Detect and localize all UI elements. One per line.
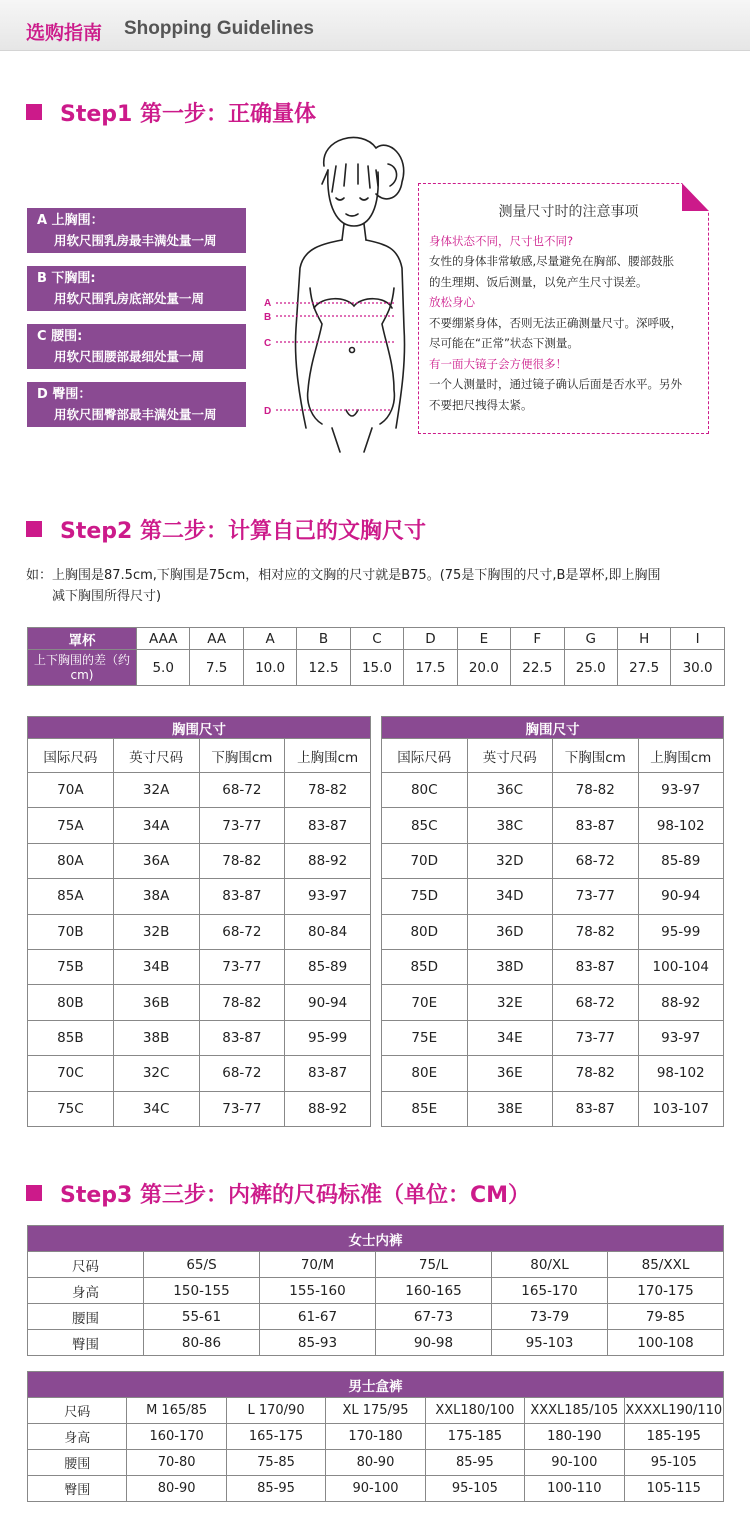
table-cell: 88-92 <box>285 1091 371 1126</box>
square-bullet-icon <box>26 521 42 537</box>
body-figure-illustration <box>262 128 412 453</box>
table-cell: XXL180/100 <box>425 1398 524 1424</box>
table-row <box>382 1056 724 1091</box>
table-cell: 75/L <box>376 1252 492 1278</box>
cup-cell: G <box>564 628 617 650</box>
diff-cell: 22.5 <box>511 650 564 686</box>
table-cell: 83-87 <box>199 1020 285 1055</box>
table-row <box>28 773 371 808</box>
table-cell: 155-160 <box>260 1278 376 1304</box>
table-cell: 73-77 <box>553 1020 639 1055</box>
table-cell: 78-82 <box>553 773 639 808</box>
example-line-1: 如：上胸围是87.5cm,下胸围是75cm，相对应的文胸的尺寸就是B75。(75是下胸围的尺寸,B是罩杯,即上胸围 <box>26 568 661 583</box>
measure-box-c <box>27 324 246 369</box>
table-cell: 36E <box>467 1056 553 1091</box>
notes-lines <box>429 231 708 416</box>
square-bullet-icon <box>26 104 42 120</box>
table-cell: 36D <box>467 914 553 949</box>
table-cell: 80-90 <box>127 1476 226 1502</box>
table-cell: 75A <box>28 808 114 843</box>
table-row <box>28 1252 724 1278</box>
table-cell: 73-77 <box>553 879 639 914</box>
table-cell: 75B <box>28 949 114 984</box>
diff-cell: 10.0 <box>243 650 296 686</box>
table-row <box>382 914 724 949</box>
notes-line: 不要绷紧身体，否则无法正确测量尺寸。深呼吸， <box>429 315 682 330</box>
diff-cell: 25.0 <box>564 650 617 686</box>
cup-cell: F <box>511 628 564 650</box>
table-cell: 98-102 <box>638 808 724 843</box>
measure-box-b <box>27 266 246 311</box>
table-cell: 68-72 <box>553 843 639 878</box>
table-cell: 85C <box>382 808 468 843</box>
table-row <box>382 1091 724 1126</box>
table-cell: 88-92 <box>638 985 724 1020</box>
measure-name: A 上胸围： <box>37 213 104 228</box>
step1-title: Step1 第一步：正确量体 <box>60 102 316 127</box>
table-cell: 80B <box>28 985 114 1020</box>
table-cell: 68-72 <box>199 1056 285 1091</box>
table-cell: 32A <box>113 773 199 808</box>
step1-heading <box>26 97 316 128</box>
table-cell: M 165/85 <box>127 1398 226 1424</box>
page-header <box>0 0 750 51</box>
table-cell: 70/M <box>260 1252 376 1278</box>
notes-line: 不要把尺拽得太紧。 <box>429 397 533 412</box>
table-cell: 67-73 <box>376 1304 492 1330</box>
table-cell: 65/S <box>144 1252 260 1278</box>
table-cell: 38C <box>467 808 553 843</box>
table-row <box>382 843 724 878</box>
table-cell: 70B <box>28 914 114 949</box>
row-label: 身高 <box>28 1424 127 1450</box>
table-cell: 78-82 <box>199 985 285 1020</box>
table-cell: 105-115 <box>624 1476 723 1502</box>
notes-line: 尽可能在“正常”状态下测量。 <box>429 336 579 350</box>
row-label: 腰围 <box>28 1304 144 1330</box>
table-row <box>382 1020 724 1055</box>
example-text <box>26 565 726 607</box>
table-cell: 80-84 <box>285 914 371 949</box>
table-cell: 83-87 <box>285 1056 371 1091</box>
table-cell: 79-85 <box>608 1304 724 1330</box>
table-cell: 38D <box>467 949 553 984</box>
table-cell: 93-97 <box>285 879 371 914</box>
table-cell: 80-86 <box>144 1330 260 1356</box>
table-cell: 185-195 <box>624 1424 723 1450</box>
bra-table-title-row <box>28 717 371 739</box>
table-row <box>28 949 371 984</box>
bra-table-header: 国际尺码 <box>28 739 114 773</box>
table-cell: 80-90 <box>326 1450 425 1476</box>
table-cell: 100-104 <box>638 949 724 984</box>
table-cell: XXXL185/105 <box>525 1398 624 1424</box>
women-briefs-table <box>27 1225 724 1356</box>
diff-cell: 7.5 <box>190 650 243 686</box>
table-cell: 95-105 <box>624 1450 723 1476</box>
men-boxers-table <box>27 1371 724 1502</box>
table-cell: 88-92 <box>285 843 371 878</box>
table-row <box>28 1278 724 1304</box>
notes-line: 放松身心 <box>429 295 475 309</box>
table-cell: 83-87 <box>553 808 639 843</box>
men-table-title: 男士盒裤 <box>28 1372 724 1398</box>
table-cell: 95-105 <box>425 1476 524 1502</box>
table-row <box>382 773 724 808</box>
row-label: 臀围 <box>28 1476 127 1502</box>
table-row <box>28 808 371 843</box>
cup-row <box>28 628 725 650</box>
diff-cell: 5.0 <box>137 650 190 686</box>
diff-cell: 15.0 <box>350 650 403 686</box>
table-cell: 83-87 <box>553 949 639 984</box>
table-cell: 68-72 <box>553 985 639 1020</box>
measure-box-a <box>27 208 246 253</box>
notes-line: 女性的身体非常敏感,尽量避免在胸部、腰部鼓胀 <box>429 254 675 268</box>
table-cell: 34D <box>467 879 553 914</box>
row-label: 尺码 <box>28 1398 127 1424</box>
step3-title: Step3 第三步：内裤的尺码标准（单位：CM） <box>60 1183 531 1208</box>
table-cell: 95-103 <box>492 1330 608 1356</box>
measure-desc: 用软尺围乳房底部处量一周 <box>54 291 205 306</box>
table-cell: 85-95 <box>425 1450 524 1476</box>
table-cell: 90-94 <box>285 985 371 1020</box>
cup-cell: B <box>297 628 350 650</box>
measure-box-d <box>27 382 246 427</box>
table-row <box>28 1450 724 1476</box>
table-cell: 80C <box>382 773 468 808</box>
table-cell: 150-155 <box>144 1278 260 1304</box>
bra-table-header: 下胸围cm <box>199 739 285 773</box>
table-cell: 75D <box>382 879 468 914</box>
bra-table-title: 胸围尺寸 <box>382 717 724 739</box>
figure-label-a: A <box>264 298 272 309</box>
table-cell: 78-82 <box>553 1056 639 1091</box>
cup-cell: AA <box>190 628 243 650</box>
table-cell: 36B <box>113 985 199 1020</box>
women-table-title: 女士内裤 <box>28 1226 724 1252</box>
table-cell: 55-61 <box>144 1304 260 1330</box>
notes-line: 身体状态不同，尺寸也不同? <box>429 233 574 248</box>
diff-cell: 17.5 <box>404 650 457 686</box>
table-cell: 34A <box>113 808 199 843</box>
table-cell: 170-175 <box>608 1278 724 1304</box>
cup-row-label: 罩杯 <box>28 628 137 650</box>
bra-table-header: 上胸围cm <box>638 739 724 773</box>
notes-line: 有一面大镜子会方便很多！ <box>429 356 567 371</box>
table-cell: 165-170 <box>492 1278 608 1304</box>
table-cell: 85E <box>382 1091 468 1126</box>
table-cell: 70-80 <box>127 1450 226 1476</box>
table-cell: 70C <box>28 1056 114 1091</box>
bra-table-header-row <box>382 739 724 773</box>
table-cell: 34C <box>113 1091 199 1126</box>
cup-cell: A <box>243 628 296 650</box>
table-cell: 95-99 <box>285 1020 371 1055</box>
cup-cell: I <box>671 628 724 650</box>
table-cell: 85D <box>382 949 468 984</box>
diff-row-label: 上下胸围的差（约cm) <box>28 650 137 686</box>
bra-table-header-row <box>28 739 371 773</box>
table-row <box>382 949 724 984</box>
cup-cell: D <box>404 628 457 650</box>
figure-label-d: D <box>264 406 272 417</box>
table-cell: 85A <box>28 879 114 914</box>
table-cell: 73-77 <box>199 1091 285 1126</box>
notes-line: 一个人测量时，通过镜子确认后面是否水平。另外 <box>429 377 682 391</box>
diff-cell: 20.0 <box>457 650 510 686</box>
table-cell: 32D <box>467 843 553 878</box>
row-label: 身高 <box>28 1278 144 1304</box>
table-row <box>28 1424 724 1450</box>
diff-row <box>28 650 725 686</box>
table-cell: 70D <box>382 843 468 878</box>
women-title-row <box>28 1226 724 1252</box>
table-cell: 160-170 <box>127 1424 226 1450</box>
table-cell: 83-87 <box>553 1091 639 1126</box>
table-cell: 78-82 <box>285 773 371 808</box>
bra-table-header: 下胸围cm <box>553 739 639 773</box>
figure-label-c: C <box>264 338 272 349</box>
step3-heading <box>26 1178 530 1209</box>
bra-table-header: 上胸围cm <box>285 739 371 773</box>
table-cell: 100-110 <box>525 1476 624 1502</box>
table-cell: 70A <box>28 773 114 808</box>
bra-size-table-right <box>381 716 724 1127</box>
table-cell: 85B <box>28 1020 114 1055</box>
table-cell: 175-185 <box>425 1424 524 1450</box>
table-cell: 36C <box>467 773 553 808</box>
table-row <box>28 879 371 914</box>
table-cell: 38A <box>113 879 199 914</box>
table-cell: 32C <box>113 1056 199 1091</box>
table-cell: 78-82 <box>199 843 285 878</box>
table-row <box>28 1330 724 1356</box>
bra-table-title: 胸围尺寸 <box>28 717 371 739</box>
table-cell: 83-87 <box>199 879 285 914</box>
step2-heading <box>26 514 426 545</box>
diff-cell: 12.5 <box>297 650 350 686</box>
cup-cell: E <box>457 628 510 650</box>
table-cell: 75C <box>28 1091 114 1126</box>
measure-desc: 用软尺围腰部最细处量一周 <box>54 349 205 364</box>
table-row <box>28 914 371 949</box>
folded-corner-icon <box>682 183 709 211</box>
table-cell: 165-175 <box>226 1424 325 1450</box>
table-cell: L 170/90 <box>226 1398 325 1424</box>
table-cell: 98-102 <box>638 1056 724 1091</box>
table-cell: 32E <box>467 985 553 1020</box>
step2-title: Step2 第二步：计算自己的文胸尺寸 <box>60 519 426 544</box>
table-row <box>28 1020 371 1055</box>
table-cell: XL 175/95 <box>326 1398 425 1424</box>
example-line-2: 减下胸围所得尺寸) <box>52 589 162 604</box>
bra-table-title-row <box>382 717 724 739</box>
table-cell: 80/XL <box>492 1252 608 1278</box>
table-cell: 170-180 <box>326 1424 425 1450</box>
square-bullet-icon <box>26 1185 42 1201</box>
table-cell: 73-77 <box>199 949 285 984</box>
table-cell: 80D <box>382 914 468 949</box>
table-row <box>28 843 371 878</box>
row-label: 臀围 <box>28 1330 144 1356</box>
diff-cell: 27.5 <box>617 650 670 686</box>
measure-name: C 腰围: <box>37 329 83 344</box>
table-cell: 34B <box>113 949 199 984</box>
header-title-en: Shopping Guidelines <box>124 18 314 39</box>
table-cell: 103-107 <box>638 1091 724 1126</box>
table-cell: 32B <box>113 914 199 949</box>
measure-name: D 臀围： <box>37 387 92 402</box>
table-cell: 85-89 <box>285 949 371 984</box>
table-cell: 93-97 <box>638 1020 724 1055</box>
table-cell: 73-77 <box>199 808 285 843</box>
table-cell: 80A <box>28 843 114 878</box>
measure-desc: 用软尺围臀部最丰满处量一周 <box>54 407 217 422</box>
table-cell: 100-108 <box>608 1330 724 1356</box>
cup-difference-table <box>27 627 725 686</box>
table-cell: 73-79 <box>492 1304 608 1330</box>
table-cell: 90-94 <box>638 879 724 914</box>
bra-table-header: 英寸尺码 <box>113 739 199 773</box>
notes-line: 的生理期、饭后测量，以免产生尺寸误差。 <box>429 274 648 289</box>
table-cell: 85-93 <box>260 1330 376 1356</box>
table-cell: 70E <box>382 985 468 1020</box>
table-cell: 75E <box>382 1020 468 1055</box>
table-cell: 75-85 <box>226 1450 325 1476</box>
table-row <box>28 985 371 1020</box>
table-cell: 36A <box>113 843 199 878</box>
table-row <box>28 1091 371 1126</box>
measurement-notes-box <box>418 183 709 434</box>
diff-cell: 30.0 <box>671 650 724 686</box>
table-cell: 38B <box>113 1020 199 1055</box>
header-title-cn: 选购指南 <box>26 22 103 44</box>
cup-cell: C <box>350 628 403 650</box>
measure-name: B 下胸围: <box>37 271 96 286</box>
table-cell: 160-165 <box>376 1278 492 1304</box>
notes-title: 测量尺寸时的注意事项 <box>498 204 639 220</box>
table-cell: 90-100 <box>326 1476 425 1502</box>
table-cell: 90-100 <box>525 1450 624 1476</box>
table-cell: 61-67 <box>260 1304 376 1330</box>
table-row <box>28 1304 724 1330</box>
bra-table-header: 英寸尺码 <box>467 739 553 773</box>
table-cell: 90-98 <box>376 1330 492 1356</box>
table-cell: 80E <box>382 1056 468 1091</box>
table-cell: 93-97 <box>638 773 724 808</box>
table-cell: 85/XXL <box>608 1252 724 1278</box>
table-row <box>28 1476 724 1502</box>
table-cell: 68-72 <box>199 773 285 808</box>
cup-cell: H <box>617 628 670 650</box>
table-row <box>28 1398 724 1424</box>
table-row <box>382 879 724 914</box>
table-cell: 85-89 <box>638 843 724 878</box>
bra-size-table-left <box>27 716 371 1127</box>
table-cell: 83-87 <box>285 808 371 843</box>
table-cell: 85-95 <box>226 1476 325 1502</box>
row-label: 腰围 <box>28 1450 127 1476</box>
bra-table-header: 国际尺码 <box>382 739 468 773</box>
table-row <box>382 808 724 843</box>
row-label: 尺码 <box>28 1252 144 1278</box>
table-cell: 68-72 <box>199 914 285 949</box>
men-title-row <box>28 1372 724 1398</box>
table-cell: XXXXL190/110 <box>624 1398 723 1424</box>
measure-desc: 用软尺围乳房最丰满处量一周 <box>54 233 217 248</box>
table-row <box>28 1056 371 1091</box>
table-cell: 34E <box>467 1020 553 1055</box>
table-cell: 78-82 <box>553 914 639 949</box>
table-cell: 180-190 <box>525 1424 624 1450</box>
cup-cell: AAA <box>137 628 190 650</box>
table-cell: 95-99 <box>638 914 724 949</box>
table-cell: 38E <box>467 1091 553 1126</box>
figure-label-b: B <box>264 312 272 323</box>
table-row <box>382 985 724 1020</box>
